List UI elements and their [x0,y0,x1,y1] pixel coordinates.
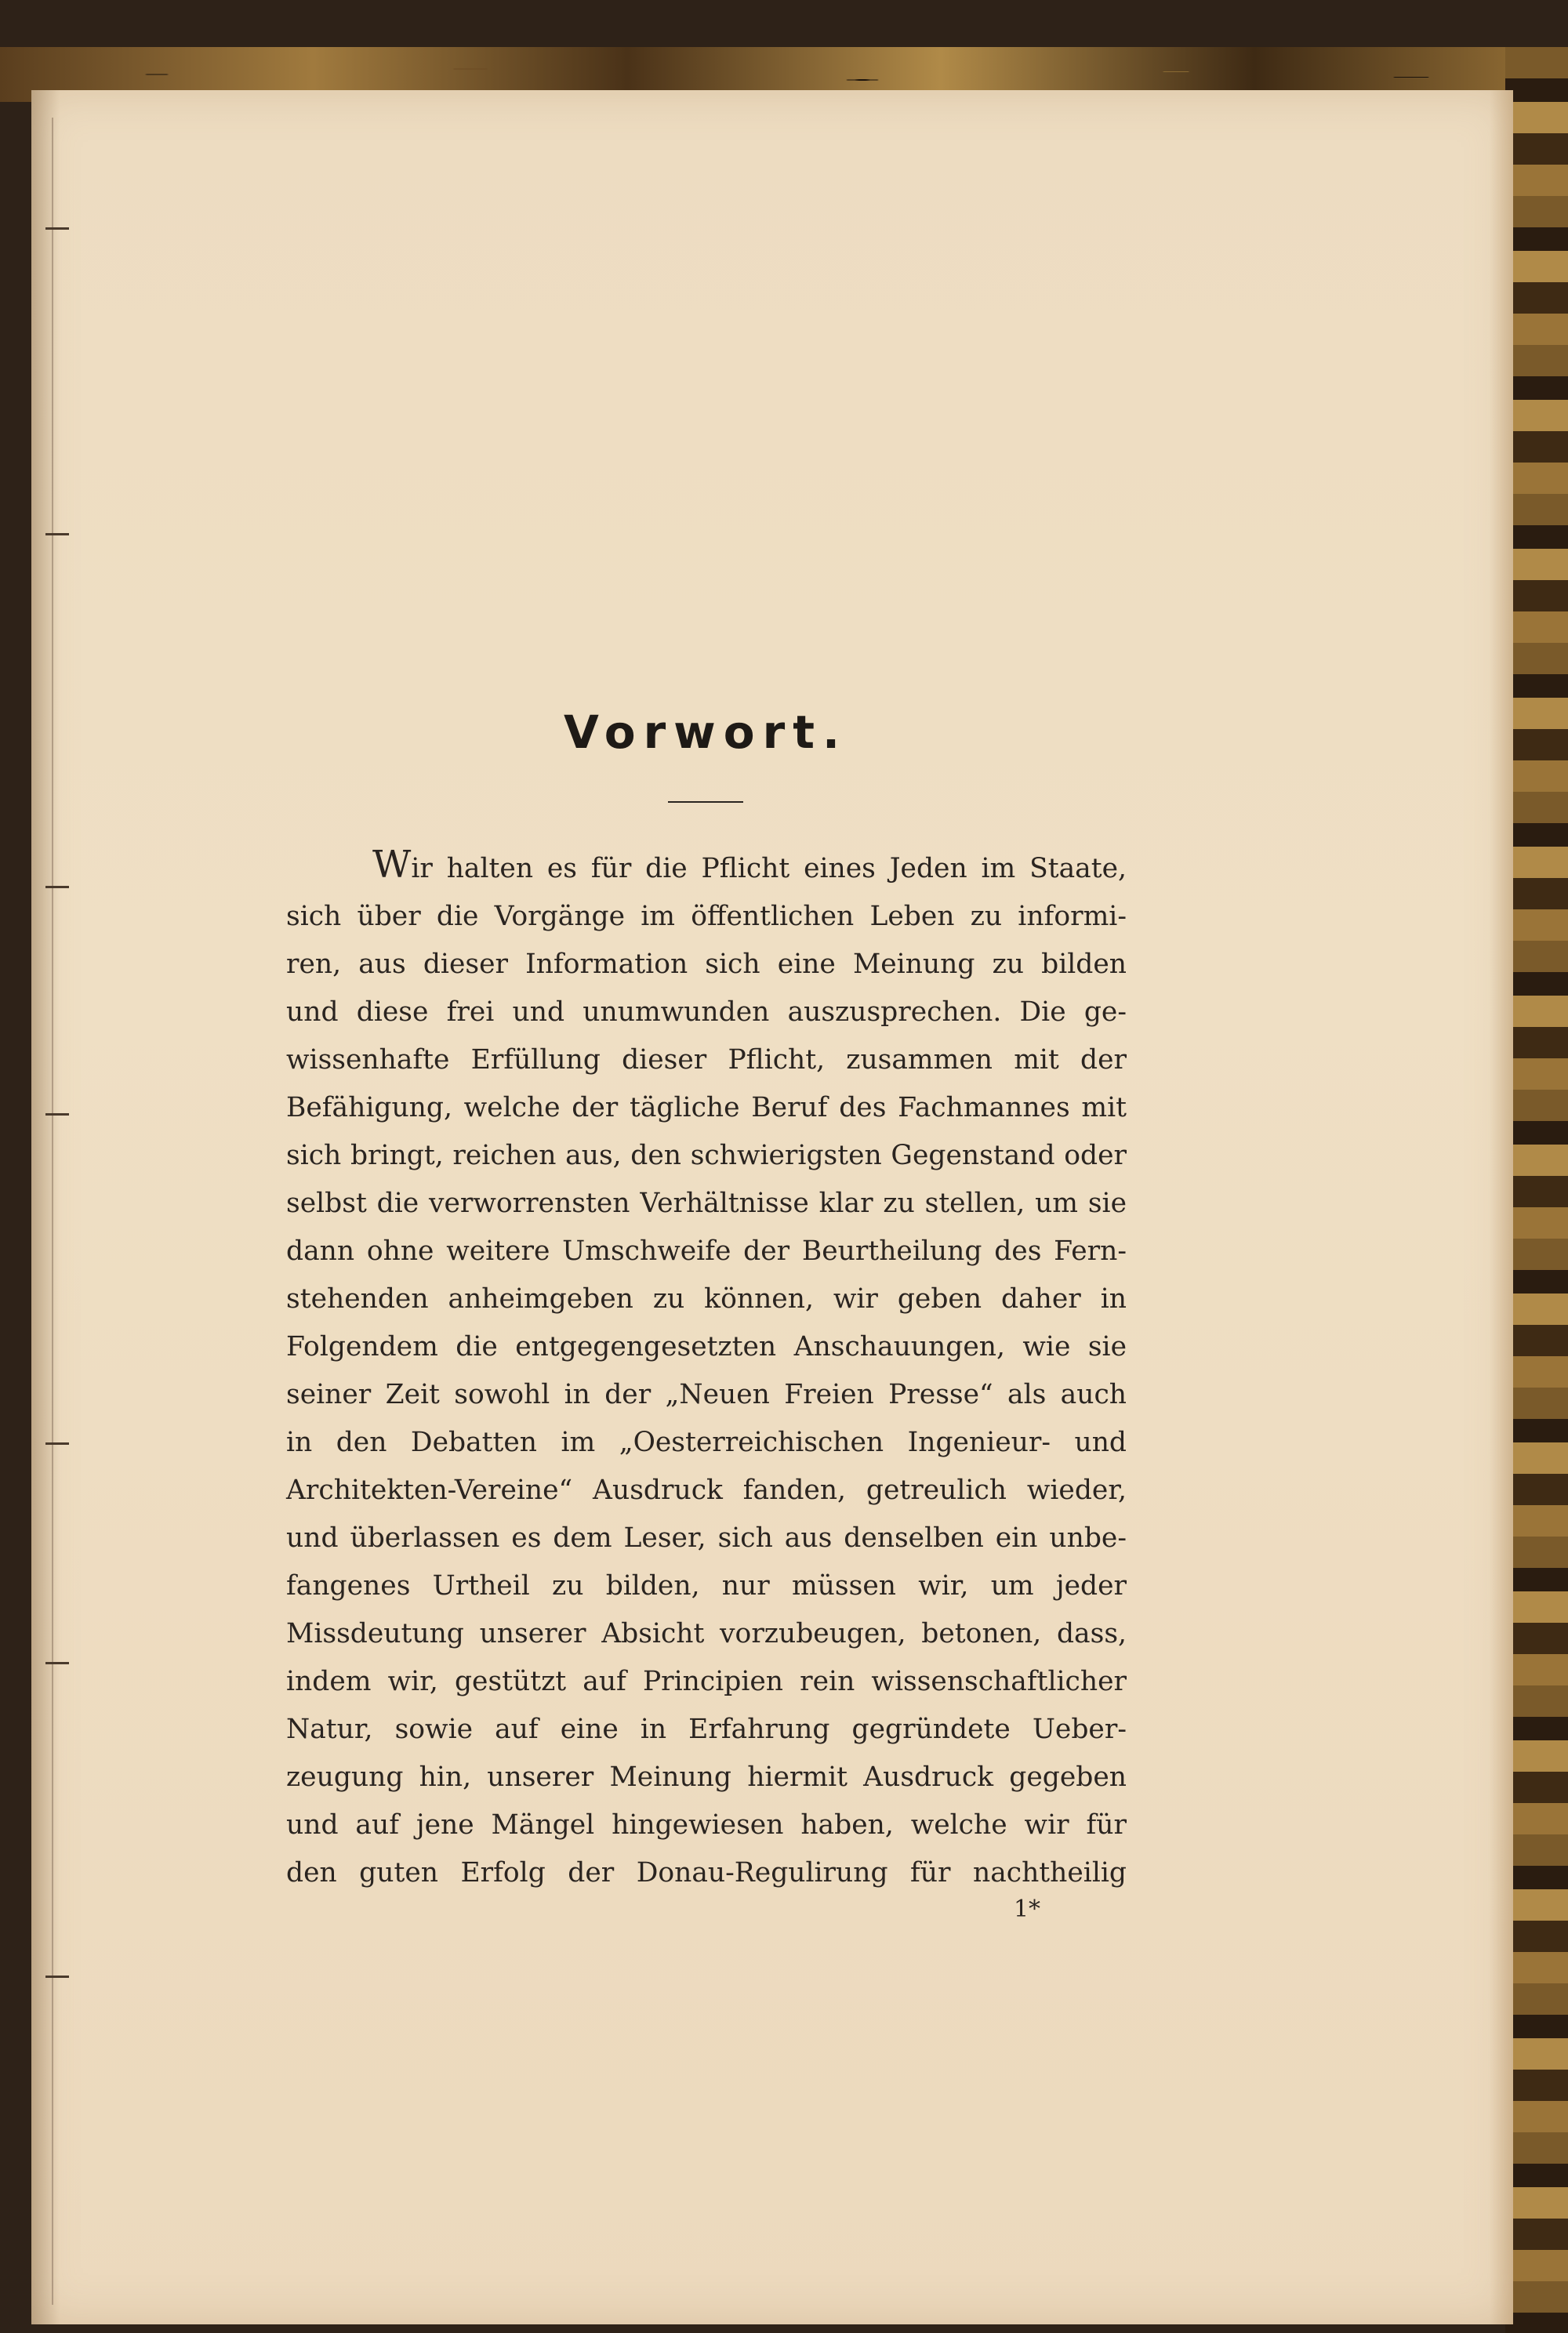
title-divider [668,801,743,803]
text-line: selbst die verworrensten Verhältnisse klar zu stellen, um sie [286,1188,1127,1219]
signature-mark: 1* [1013,1896,1041,1923]
binding-stitch [45,227,69,230]
text-line: stehenden anheimgeben zu können, wir geben daher in [286,1283,1127,1315]
text-line: in den Debatten im „Oesterreichischen Ingenieur- und [286,1427,1127,1458]
preface-paragraph [286,845,1127,1897]
text-line: fangenes Urtheil zu bilden, nur müssen wir, um jeder [286,1570,1127,1602]
binding-stitch [45,1113,69,1116]
binding-stitch [45,533,69,535]
text-line: zeugung hin, unserer Meinung hiermit Ausdruck gegeben [286,1762,1127,1793]
text-line: wissenhafte Erfüllung dieser Pflicht, zusammen mit der [286,1044,1127,1076]
text-line: den guten Erfolg der Donau-Regulirung für nachtheilig [286,1857,1127,1889]
page-edge-shadow [1490,90,1513,2324]
drop-letter: W [372,843,412,887]
binding-stitch [45,886,69,888]
text-line: Folgendem die entgegengesetzten Anschauungen, wie sie [286,1331,1127,1362]
text-line: und diese frei und unumwunden auszusprechen. Die ge- [286,996,1127,1028]
text-line: sich bringt, reichen aus, den schwierigsten Gegenstand oder [286,1140,1127,1171]
text-line: und überlassen es dem Leser, sich aus denselben ein unbe- [286,1522,1127,1554]
text-line: seiner Zeit sowohl in der „Neuen Freien Presse“ als auch [286,1379,1127,1410]
text-line [286,845,1127,893]
text-line: Natur, sowie auf eine in Erfahrung gegründete Ueber- [286,1714,1127,1745]
text-line-content: ir halten es für die Pflicht eines Jeden im Staate, [411,853,1127,884]
text-line: indem wir, gestützt auf Principien rein wissenschaftlicher [286,1666,1127,1697]
marbled-edge-right [1505,47,1568,2333]
page-title: Vorwort. [564,706,848,759]
text-line: sich über die Vorgänge im öffentlichen Leben zu informi- [286,901,1127,932]
binding-stitch [45,1976,69,1978]
binding-stitch [45,1442,69,1445]
text-line: Missdeutung unserer Absicht vorzubeugen, betonen, dass, [286,1618,1127,1649]
page-gutter-shadow [31,90,60,2324]
text-line: Befähigung, welche der tägliche Beruf des Fachmannes mit [286,1092,1127,1123]
text-line: und auf jene Mängel hingewiesen haben, welche wir für [286,1809,1127,1841]
binding-stitch [45,1662,69,1664]
text-line: ren, aus dieser Information sich eine Meinung zu bilden [286,949,1127,980]
text-line: Architekten-Vereine“ Ausdruck fanden, getreulich wieder, [286,1475,1127,1506]
text-line: dann ohne weitere Umschweife der Beurtheilung des Fern- [286,1235,1127,1267]
